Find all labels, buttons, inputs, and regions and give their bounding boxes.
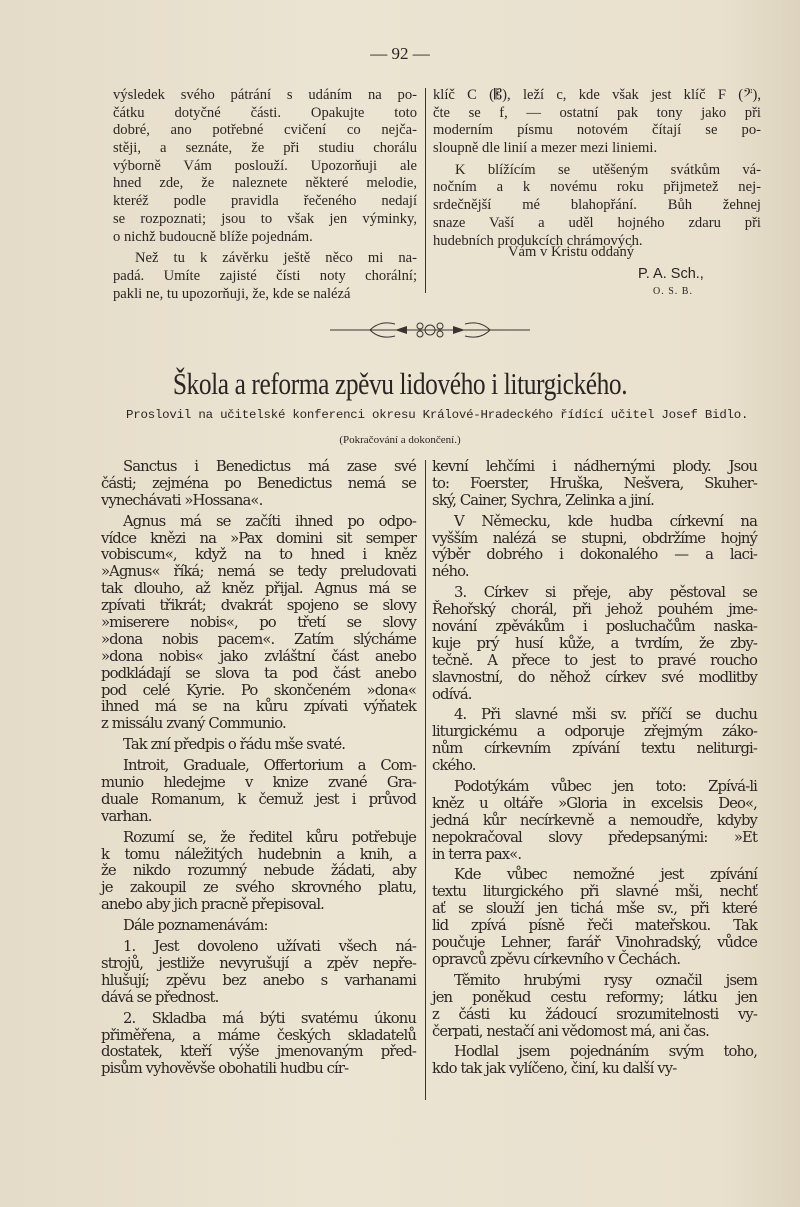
closing-line: Vám v Kristu oddaný: [508, 244, 635, 260]
paragraph: [432, 867, 757, 968]
text-line: Rozumí se, že ředitel kůru potřebuje: [123, 828, 416, 846]
text-line: dostatek, kteří výše jmenovaným před-: [101, 1043, 416, 1061]
paragraph: [101, 459, 416, 510]
paragraph: [101, 918, 416, 935]
text-line: sloupně dle linií a mezer mezi liniemi.: [433, 140, 658, 157]
text-line: jedná kůr necírkevně a nemoudře, kdyby: [432, 811, 757, 829]
text-line: »dona nobis pacem«. Zatím slýcháme: [101, 630, 416, 648]
text-line: výsledek svého pátrání s udáním na po-: [113, 87, 417, 103]
text-line: je zakoupil ze svého skrovného platu,: [101, 879, 416, 897]
text-line: hned zde, že naleznete některé melodie,: [113, 175, 417, 192]
paragraph: [433, 87, 761, 158]
text-line: že nikdo rozumný nebude žádati, aby: [101, 862, 416, 880]
text-line: to: Foerster, Hruška, Nešvera, Skuher-: [432, 474, 757, 492]
decorative-flourish-divider-icon: [330, 318, 530, 342]
text-line: se rozpoznati; jsou to však jen výminky,: [113, 210, 417, 227]
text-line: vynechávati »Hossana«.: [101, 491, 263, 509]
text-line: padá. Umíte zajisté čísti noty chorální;: [113, 267, 417, 284]
text-line: výborně Vám poslouží. Upozorňuji ale: [113, 157, 417, 174]
text-line: o nichž budoucně blíže pojednám.: [113, 228, 313, 245]
text-line: tak dlouho, až kněz přijal. Agnus má se: [101, 580, 416, 598]
text-line: kněz u oltáře »Gloria in excelsis Deo«,: [432, 794, 757, 812]
text-line: »miserere nobis«, po třetí se slovy: [101, 614, 416, 632]
bottom-left-column: [101, 459, 416, 1080]
top-right-column: [433, 87, 761, 252]
paragraph: [432, 973, 757, 1041]
text-line: dává se přednost.: [101, 988, 219, 1006]
paragraph: [432, 514, 757, 582]
text-line: části; zejména po Benedictus nemá se: [101, 474, 416, 492]
continuation-note: (Pokračování a dokončení.): [339, 434, 461, 446]
text-line: liturgickému a odporuje zřejmým záko-: [432, 723, 757, 741]
text-line: varhan.: [101, 807, 152, 825]
column-divider-bottom: [425, 460, 426, 1100]
text-line: nům církevním zpívání textu neliturgi-: [432, 740, 757, 758]
text-line: klíč C (𝄡), leží c, kde však jest klíč F (𝄢),: [433, 87, 761, 103]
text-line: kuje prý husí kůže, a tvrdím, že zby-: [432, 634, 757, 652]
text-line: opravců zpěvu církevního v Čechách.: [432, 950, 681, 968]
paragraph: [101, 830, 416, 914]
text-line: Než tu k závěrku ještě něco mi na-: [135, 250, 417, 267]
text-line: Kde vůbec nemožné jest zpívání: [454, 866, 757, 884]
text-line: lid zpívá písně řeči mateřskou. Tak: [432, 917, 757, 935]
text-line: hudebních produkcích chrámových.: [433, 232, 643, 249]
text-line: duale Romanum, k čemuž jest i průvod: [101, 790, 416, 808]
text-line: snaze Vaší a uděl hojného zdaru při: [433, 214, 761, 231]
text-line: hlušují; zpěvu bez anebo s varhanami: [101, 971, 416, 989]
text-line: vobiscum«, když na to hned i kněz: [101, 546, 416, 564]
paragraph: [432, 459, 757, 510]
article-byline: Proslovil na učitelské konferenci okresu Králové-Hradeckého řídící učitel Josef Bidlo.: [126, 408, 749, 422]
text-line: ať se slouží jen tichá mše sv., při které: [432, 900, 757, 918]
text-line: pod celé Kyrie. Po skončeném »dona«: [101, 681, 416, 699]
text-line: výběr dobrého i dokonalého — a laci-: [432, 546, 757, 564]
text-line: in terra pax«.: [432, 845, 522, 863]
text-line: z missálu zvaný Communio.: [101, 715, 286, 733]
bottom-right-column: [432, 459, 757, 1080]
text-line: poučuje Lehner, farář Vinohradský, vůdce: [432, 934, 757, 952]
text-line: vídce knězi na »Pax domini sit semper: [101, 529, 416, 547]
text-line: vyšším nalézá se stupni, obdržíme hojný: [432, 529, 757, 547]
text-line: Agnus má se začíti ihned po odpo-: [123, 512, 416, 530]
text-line: pisům vyhověvše obohatili hudbu cír-: [101, 1060, 349, 1078]
text-line: slavnostní, do něhož církev své modlitby: [432, 668, 757, 686]
text-line: ného.: [432, 563, 469, 581]
text-line: Řehořský chorál, při jehož pouhém jme-: [432, 601, 757, 619]
text-line: 4. Při slavné mši sv. příčí se duchu: [454, 706, 757, 724]
text-line: ckého.: [432, 757, 476, 775]
paragraph: [113, 87, 417, 246]
text-line: čátku dotyčné části. Opakujte toto: [113, 104, 417, 121]
text-line: pakli ne, tu upozorňuji, že, kde se nalézá: [113, 285, 351, 302]
text-line: ihned má se na kůru zpívati výňatek: [101, 698, 416, 716]
text-line: 1. Jest dovoleno užívati všech ná-: [123, 938, 416, 956]
text-line: zpívati třikrát; dvakrát spojeno se slovy: [101, 597, 416, 615]
text-line: dobré, ano potřebné cvičení co nejča-: [113, 122, 417, 139]
paragraph: [101, 1011, 416, 1079]
paragraph: [432, 779, 757, 863]
paragraph: [101, 737, 416, 754]
text-line: Těmito hrubými rysy označil jsem: [454, 971, 757, 989]
paragraph: [432, 585, 757, 703]
paragraph: [101, 514, 416, 734]
text-line: nočním a k novému roku přijmetež nej-: [433, 179, 761, 196]
text-line: K blížícím se utěšeným svátkům vá-: [455, 161, 761, 178]
text-line: Dále poznamenávám:: [123, 917, 268, 935]
text-line: anebo aby jich pracně přepisoval.: [101, 896, 324, 914]
text-line: Tak zní předpis o řádu mše svaté.: [123, 736, 346, 754]
text-line: 2. Skladba má býti svatému úkonu: [123, 1009, 416, 1027]
text-line: nování zpěvákům i posluchačům naska-: [432, 618, 757, 636]
text-line: k tomu náležitých hudebnin a knih, a: [101, 845, 416, 863]
text-line: Hodlal jsem pojednáním svým toho,: [454, 1043, 757, 1061]
article-title: Škola a reforma zpěvu lidového i liturgického.: [172, 366, 628, 401]
signature: P. A. Sch.,: [638, 266, 704, 282]
paragraph: [433, 162, 761, 250]
text-line: srdečnější mé blahopřání. Bůh žehnej: [433, 197, 761, 214]
text-line: moderním písmu notovém čítají se po-: [433, 122, 761, 139]
text-line: odívá.: [432, 685, 472, 703]
text-line: Introit, Graduale, Offertorium a Com-: [123, 757, 416, 775]
text-line: kteréž podle pravidla řečeného nedají: [113, 193, 417, 210]
text-line: Sanctus i Benedictus má zase své: [123, 458, 416, 475]
text-line: podkládají se slova ta pod část anebo: [101, 664, 416, 682]
text-line: ský, Cainer, Sychra, Zelinka a jiní.: [432, 491, 654, 509]
signature-order: O. S. B.: [653, 286, 693, 297]
top-left-column: [113, 87, 417, 305]
text-line: 3. Církev si přeje, aby pěstoval se: [454, 584, 757, 602]
text-line: »dona nobis« jako zvláštní část anebo: [101, 647, 416, 665]
text-line: kevní lehčími i nádhernými plody. Jsou: [432, 458, 757, 475]
text-line: textu liturgického při slavné mši, nechť: [432, 883, 757, 901]
text-line: munio hledejme v knize zvané Gra-: [101, 774, 416, 792]
paragraph: [101, 758, 416, 826]
text-line: přiměřena, a máme českých skladatelů: [101, 1026, 416, 1044]
text-line: strojů, jestliže nevyrušují a zpěv nepře-: [101, 954, 416, 972]
column-divider: [425, 88, 426, 293]
text-line: čerpati, nestačí ani vědomost má, ani čas.: [432, 1022, 709, 1040]
text-line: jen poněkud cestu reformy; látku jen: [432, 988, 757, 1006]
paragraph: [101, 939, 416, 1007]
text-line: z části ku žádoucí srozumitelnosti vy-: [432, 1005, 757, 1023]
text-line: »Agnus« říká; nemá se tedy preludovati: [101, 563, 416, 581]
text-line: stěji, a seznáte, že při studiu chorálu: [113, 140, 417, 157]
text-line: Podotýkám vůbec jen toto: Zpívá-li: [454, 778, 757, 796]
text-line: tečně. A přece to jest to pravé roucho: [432, 651, 757, 669]
page-number: — 92 —: [370, 44, 430, 63]
paragraph: [432, 1044, 757, 1078]
paragraph: [432, 707, 757, 775]
text-line: kdo tak jak vylíčeno, činí, ku další vy-: [432, 1060, 677, 1078]
text-line: V Německu, kde hudba církevní na: [454, 512, 757, 530]
paragraph: [113, 250, 417, 303]
text-line: čte se f, — ostatní pak tony jako při: [433, 104, 761, 121]
text-line: nepokračoval slovy předepsanými: »Et: [432, 828, 757, 846]
